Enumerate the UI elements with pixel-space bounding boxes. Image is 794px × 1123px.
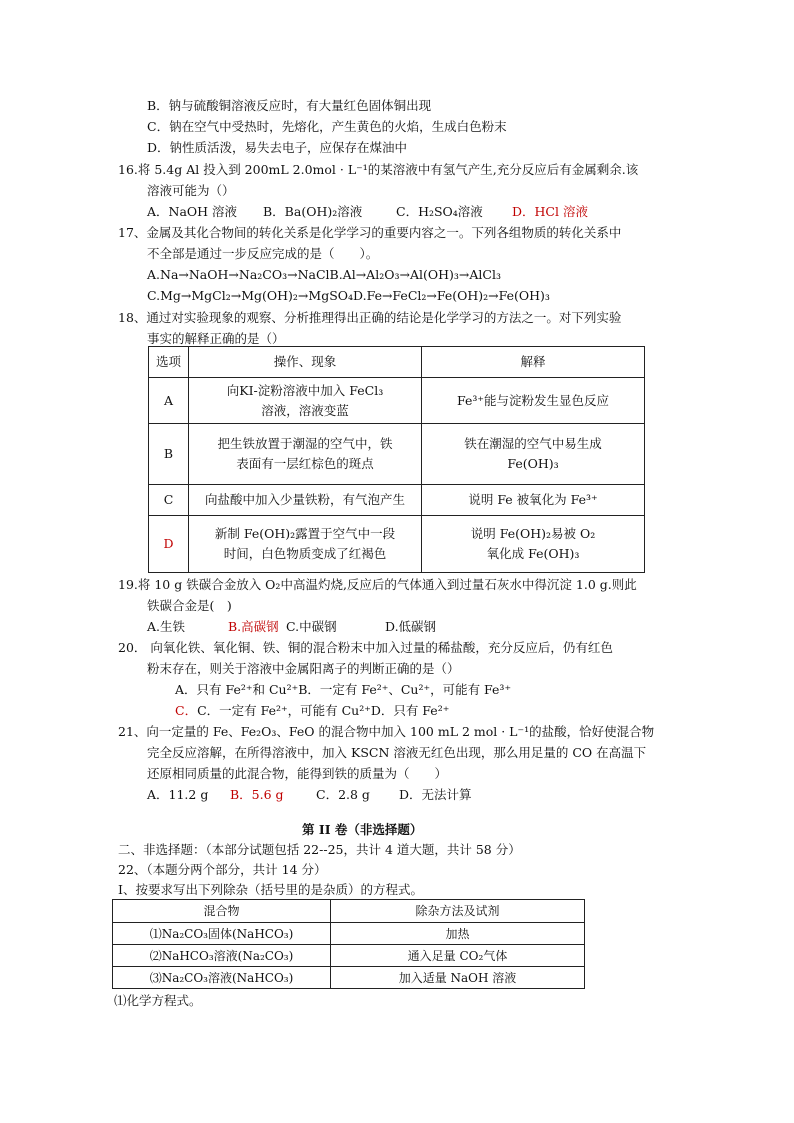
q18-row-a-op-line1: 向KI-淀粉溶液中加入 FeCl₃ (226, 382, 384, 398)
q22-row1-method: 加热 (331, 923, 585, 945)
q22-table (112, 899, 585, 989)
q16-stem-line2: 溶液可能为（） (147, 183, 235, 198)
table-row (149, 516, 645, 573)
q16-stem-line1: 16.将 5.4g Al 投入到 200mL 2.0mol · L⁻¹的某溶液中有氢气产生,充分反应后有金属剩余.该 (118, 162, 639, 177)
q17-options-ab: A.Na→NaOH→Na₂CO₃→NaClB.Al→Al₂O₃→Al(OH)₃→AlCl₃ (147, 267, 501, 282)
q16-option-a: A．NaOH 溶液 (147, 204, 238, 219)
q18-row-c-operation: 向盐酸中加入少量铁粉，有气泡产生 (189, 485, 422, 516)
part2-section-heading: 二、非选择题：（本部分试题包括 22--25，共计 4 道大题，共计 58 分） (118, 842, 521, 857)
q18-row-b-explanation (422, 424, 645, 485)
q18-row-b-op-line1: 把生铁放置于潮湿的空气中，铁 (217, 436, 393, 451)
table-row (149, 485, 645, 516)
q18-row-d-op-line1: 新制 Fe(OH)₂露置于空气中一段 (214, 526, 396, 541)
q20-stem-line1: 20． 向氧化铁、氧化铜、铁、铜的混合粉末中加入过量的稀盐酸，充分反应后，仍有红色 (118, 640, 613, 655)
q18-row-a-operation (189, 378, 422, 424)
q18-row-d-op-line2: 时间，白色物质变成了红褐色 (223, 546, 387, 561)
q22-heading: 22、（本题分两个部分，共计 14 分） (118, 862, 327, 877)
q16-option-c: C．H₂SO₄溶液 (396, 204, 483, 219)
table-row (113, 923, 585, 945)
q22-sub1-heading: Ⅰ、按要求写出下列除杂（括号里的是杂质）的方程式。 (118, 882, 423, 897)
q19-option-d: D.低碳钢 (385, 619, 437, 634)
q18-row-a-key: A (149, 378, 189, 424)
q21-stem-line3: 还原相同质量的此混合物，能得到铁的质量为（ ） (147, 766, 448, 781)
table-row (113, 967, 585, 989)
part2-title: 第 II 卷（非选择题） (302, 822, 423, 837)
q18-row-b-ex-line2: Fe(OH)₃ (507, 456, 559, 471)
q18-row-b-op-line2: 表面有一层红棕色的斑点 (236, 456, 374, 471)
q18-row-b-operation (189, 424, 422, 485)
q22-row2-method: 通入足量 CO₂气体 (331, 945, 585, 967)
q21-option-b: B．5.6 g (230, 787, 284, 802)
q22-header-mixture: 混合物 (113, 900, 331, 923)
q19-stem-line1: 19.将 10 g 铁碳合金放入 O₂中高温灼烧,反应后的气体通入到过量石灰水中得沉淀 1.0 g.则此 (118, 577, 637, 592)
q15-option-c: C．钠在空气中受热时，先熔化，产生黄色的火焰，生成白色粉末 (147, 119, 507, 134)
q18-row-c-explanation: 说明 Fe 被氧化为 Fe³⁺ (422, 485, 645, 516)
q19-stem-line2: 铁碳合金是( ) (147, 598, 232, 613)
q20-option-c: C．一定有 Fe²⁺，可能有 Cu²⁺ (197, 703, 371, 718)
q18-table (148, 346, 645, 573)
q21-stem-line1: 21、向一定量的 Fe、Fe₂O₃、FeO 的混合物中加入 100 mL 2 mol · L⁻¹的盐酸，恰好使混合物 (118, 724, 655, 739)
q18-row-a-explanation: Fe³⁺能与淀粉发生显色反应 (422, 378, 645, 424)
table-row (113, 945, 585, 967)
q18-row-b-ex-line1: 铁在潮湿的空气中易生成 (464, 436, 602, 451)
q18-row-d-key: D (149, 516, 189, 573)
table-row (149, 378, 645, 424)
q19-option-b: B.高碳钢 (228, 619, 279, 634)
q15-option-d: D．钠性质活泼，易失去电子，应保存在煤油中 (147, 140, 408, 155)
q20-option-c-letter: C． (175, 703, 198, 718)
q22-header-method: 除杂方法及试剂 (331, 900, 585, 923)
q18-row-c-key: C (149, 485, 189, 516)
q18-row-d-ex-line1: 说明 Fe(OH)₂易被 O₂ (470, 526, 596, 541)
q18-row-a-op-line2: 溶液，溶液变蓝 (261, 402, 349, 418)
q17-stem-line1: 17、金属及其化合物间的转化关系是化学学习的重要内容之一。下列各组物质的转化关系中 (118, 225, 622, 240)
q18-stem-line1: 18、通过对实验现象的观察、分析推理得出正确的结论是化学学习的方法之一。对下列实验 (118, 310, 622, 325)
q15-option-b: B．钠与硫酸铜溶液反应时，有大量红色固体铜出现 (147, 98, 432, 113)
q18-row-d-operation (189, 516, 422, 573)
q18-header-explanation: 解释 (422, 347, 645, 378)
q22-row2-mixture: ⑵NaHCO₃溶液(Na₂CO₃) (113, 945, 331, 967)
q16-option-d: D．HCl 溶液 (512, 204, 588, 219)
q22-table-header-row (113, 900, 585, 923)
table-row (149, 424, 645, 485)
q20-options-ab: A．只有 Fe²⁺和 Cu²⁺B．一定有 Fe²⁺、Cu²⁺，可能有 Fe³⁺ (175, 682, 512, 697)
q21-option-a: A．11.2 g (147, 787, 209, 802)
q20-option-d: D．只有 Fe²⁺ (370, 703, 450, 718)
q21-option-c: C．2.8 g (316, 787, 370, 802)
q22-row3-mixture: ⑶Na₂CO₃溶液(NaHCO₃) (113, 967, 331, 989)
q16-option-b: B．Ba(OH)₂溶液 (263, 204, 363, 219)
q19-option-c: C.中碳钢 (286, 619, 337, 634)
q17-stem-line2: 不全部是通过一步反应完成的是（ ）。 (147, 246, 379, 261)
q21-stem-line2: 完全反应溶解，在所得溶液中，加入 KSCN 溶液无红色出现，那么用足量的 CO 在高温下 (147, 745, 647, 760)
q22-row1-mixture: ⑴Na₂CO₃固体(NaHCO₃) (113, 923, 331, 945)
q18-row-b-key: B (149, 424, 189, 485)
q22-row3-method: 加入适量 NaOH 溶液 (331, 967, 585, 989)
q19-option-a: A.生铁 (147, 619, 186, 634)
q18-row-d-ex-line2: 氧化成 Fe(OH)₃ (486, 546, 580, 561)
q20-option-c-line (175, 702, 449, 720)
q18-table-header-row (149, 347, 645, 378)
q22-footer: ⑴化学方程式。 (114, 993, 202, 1008)
q18-row-d-explanation (422, 516, 645, 573)
q18-header-operation: 操作、现象 (189, 347, 422, 378)
q18-stem-line2: 事实的解释正确的是（） (147, 331, 285, 346)
q18-header-option: 选项 (149, 347, 189, 378)
q21-option-d: D．无法计算 (399, 787, 472, 802)
q20-stem-line2: 粉末存在，则关于溶液中金属阳离子的判断正确的是（） (147, 661, 460, 676)
q17-options-cd: C.Mg→MgCl₂→Mg(OH)₂→MgSO₄D.Fe→FeCl₂→Fe(OH)₂→Fe(OH)₃ (147, 288, 550, 303)
